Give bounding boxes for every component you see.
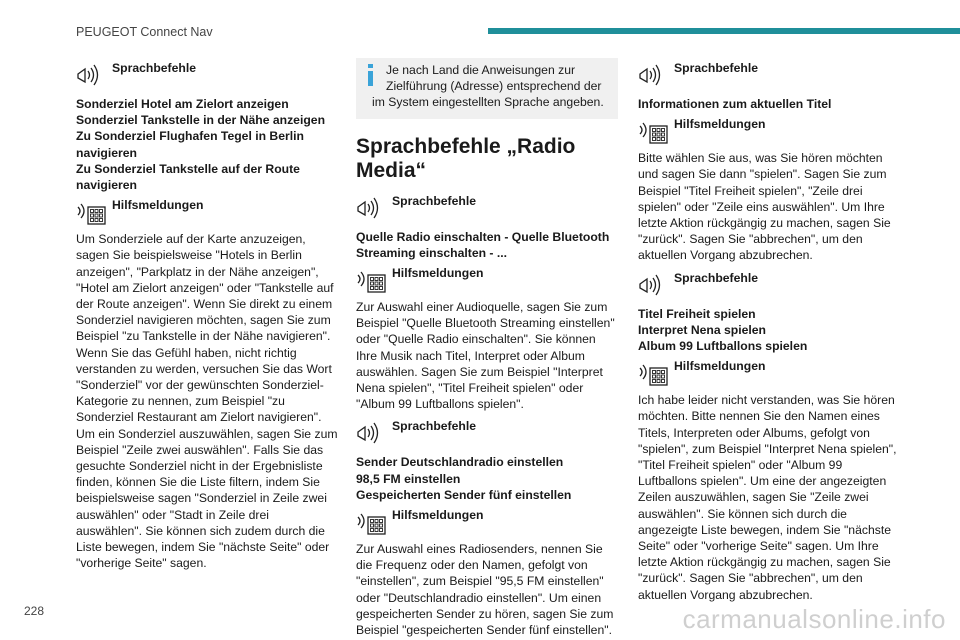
- help-text: Bitte wählen Sie aus, was Sie hören möchten und sagen Sie dann "spielen". Sagen Sie zum Beispiel "Titel Freiheit spielen", "Zeile drei spielen" oder "Zeile eins auswählen". Um Ihre letzte Aktion rückgängig zu machen, sagen Sie "zurück". Sagen Sie "abbrechen", um den aktuellen Vorgang abzubrechen.: [638, 151, 891, 263]
- command-list: [356, 454, 618, 503]
- command-item: Interpret Nena spielen: [638, 322, 767, 337]
- voice-commands-block: [638, 58, 900, 90]
- help-messages-block: [638, 356, 900, 388]
- command-list: [638, 306, 900, 355]
- command-item: Titel Freiheit spielen: [638, 306, 756, 321]
- info-text: [364, 62, 610, 111]
- help-text: Ich habe leider nicht verstanden, was Sie hören möchten. Bitte nennen Sie den Namen eines Titels, Interpreten oder Albums, gefolgt von "spielen", zum Beispiel "Interpret Nena spielen", "Titel Freiheit spielen" oder "Album 99 Luftballons spielen". Um eine der angezeigten Zeilen auszuwählen, sagen Sie "Zeile zwei auswählen". Sie können sich durch die angezeigte Liste bewegen, indem Sie "nächste Seite" oder "vorherige Seite" sagen. Um Ihre letzte Aktion rückgängig zu machen, sagen Sie "zurück". Sagen Sie "abbrechen", um den aktuellen Vorgang abzubrechen.: [638, 393, 897, 602]
- column-3: [638, 58, 900, 607]
- help-messages-block: [76, 195, 338, 227]
- command-item: Zu Sonderziel Flughafen Tegel in Berlin navigieren: [76, 129, 304, 160]
- command-item: Sonderziel Hotel am Zielort anzeigen: [76, 97, 289, 111]
- help-messages-block: [356, 505, 618, 537]
- voice-commands-label: Sprachbefehle: [112, 61, 196, 75]
- command-list: [76, 96, 338, 193]
- command-item: Album 99 Luftballons spielen: [638, 339, 808, 354]
- help-text: Um Sonderziele auf der Karte anzuzeigen, sagen Sie beispielsweise "Hotels in Berlin anzeigen", "Parkplatz in der Nähe anzeigen", "Hotel am Zielort anzeigen" oder "Tankstelle auf der Route anzeigen". Wenn Sie direkt zu einem Sonderziel navigieren möchten, sagen Sie zum Beispiel "zu Tankstelle in der Nähe navigieren". Wenn Sie das Gefühl haben, nicht richtig verstanden zu werden, versuchen Sie das Wort "Sonderziel" vor der gewünschten Sonderziel-Kategorie zu nennen, zum Beispiel "zu Sonderziel Restaurant am Zielort navigieren". Um ein Sonderziel auszuwählen, sagen Sie zum Beispiel "Zeile zwei auswählen". Falls Sie das gesuchte Sonderziel nicht in der Ergebnisliste finden, können Sie die Liste filtern, indem Sie beispielsweise sagen "Sonderziel in Zeile zwei auswählen" oder "Stadt in Zeile drei auswählen". Sie können sich zudem durch die Liste bewegen, indem Sie "nächste Seite" oder "vorherige Seite" sagen.: [76, 232, 338, 571]
- help-message-icon: [76, 197, 108, 227]
- command-item: Zu Sonderziel Tankstelle auf der Route navigieren: [76, 161, 300, 193]
- help-messages-label: Hilfsmeldungen: [674, 117, 766, 132]
- info-box: [356, 58, 618, 119]
- voice-commands-block: [356, 191, 618, 223]
- voice-command-icon: [638, 60, 670, 90]
- page-number: 228: [24, 604, 45, 618]
- help-text: Zur Auswahl eines Radiosenders, nennen Sie die Frequenz oder den Namen, gefolgt von "einstellen", zum Beispiel "95,5 FM einstellen" oder "Deutschlandradio einstellen". Um einen gespeicherten Sender zu hören, sagen Sie zum Beispiel "gespeicherten Sender fünf einstellen".: [356, 542, 614, 638]
- watermark: carmanualsonline.info: [682, 604, 946, 634]
- column-1: [76, 58, 338, 575]
- voice-commands-label: Sprachbefehle: [392, 419, 476, 434]
- help-message-icon: [356, 265, 388, 295]
- info-line: Je nach Land die Anweisungen zur: [386, 63, 576, 77]
- help-message-icon: [638, 116, 670, 146]
- help-messages-label: Hilfsmeldungen: [392, 508, 484, 523]
- voice-commands-label: Sprachbefehle: [674, 61, 758, 75]
- command-item: Sender Deutschlandradio einstellen: [356, 455, 564, 470]
- voice-command-icon: [356, 418, 388, 448]
- column-2: [356, 58, 618, 640]
- voice-command-icon: [76, 60, 108, 90]
- command-item: Quelle Radio einschalten - Quelle Bluetooth Streaming einschalten - ...: [356, 229, 610, 260]
- info-line: im System eingestellten Sprache angeben.: [372, 95, 604, 110]
- header-accent-bar: [488, 28, 960, 34]
- command-item: Informationen zum aktuellen Titel: [638, 97, 832, 111]
- command-item: Gespeicherten Sender fünf einstellen: [356, 487, 572, 502]
- voice-commands-block: [638, 268, 900, 300]
- voice-commands-label: Sprachbefehle: [392, 193, 476, 208]
- help-messages-block: [356, 263, 618, 295]
- info-icon: [366, 64, 376, 86]
- voice-commands-block: [76, 58, 338, 90]
- command-item: Sonderziel Tankstelle in der Nähe anzeigen: [76, 113, 326, 128]
- info-line: Zielführung (Adresse) entsprechend der: [386, 79, 602, 94]
- section-title: Sprachbefehle „Radio Media“: [356, 134, 576, 182]
- voice-commands-block: [356, 416, 618, 448]
- header-title: PEUGEOT Connect Nav: [76, 25, 213, 39]
- help-messages-label: Hilfsmeldungen: [392, 266, 484, 281]
- help-message-icon: [356, 507, 388, 537]
- voice-command-icon: [638, 270, 670, 300]
- help-messages-label: Hilfsmeldungen: [674, 359, 766, 374]
- help-messages-label: Hilfsmeldungen: [112, 198, 204, 213]
- help-text: Zur Auswahl einer Audioquelle, sagen Sie zum Beispiel "Quelle Bluetooth Streaming einstellen" oder "Quelle Radio einschalten". Sie können Ihre Musik nach Titel, Interpret oder Album auswählen. Sagen Sie zum Beispiel "Interpret Nena spielen", "Titel Freiheit spielen" oder "Album 99 Luftballons spielen".: [356, 300, 615, 412]
- voice-commands-label: Sprachbefehle: [674, 270, 758, 285]
- help-message-icon: [638, 358, 670, 388]
- voice-command-icon: [356, 193, 388, 223]
- command-item: 98,5 FM einstellen: [356, 471, 461, 486]
- help-messages-block: [638, 114, 900, 146]
